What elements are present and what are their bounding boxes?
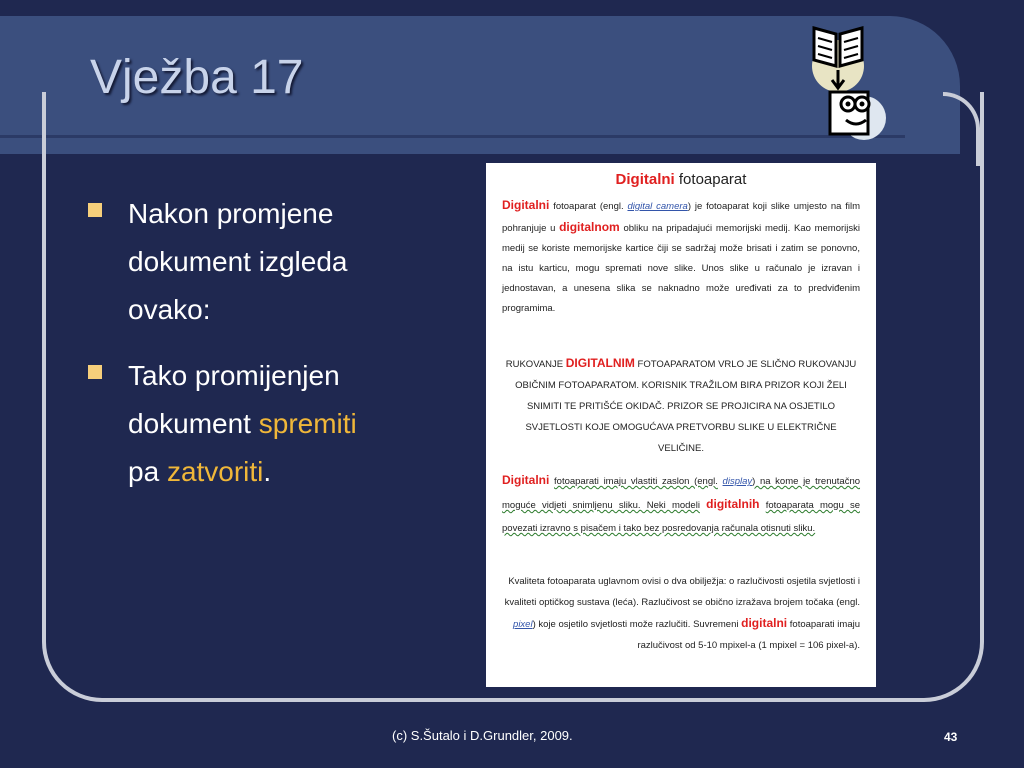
bullet-square-icon bbox=[88, 203, 102, 217]
bullet-text: pa bbox=[128, 456, 167, 487]
bullet-line: Nakon promjene bbox=[128, 198, 334, 229]
book-to-face-icon bbox=[806, 20, 890, 144]
bullet-line: dokument izgleda bbox=[128, 246, 348, 277]
bullet-item bbox=[88, 190, 418, 334]
bullet-line bbox=[128, 400, 418, 448]
slide-footer: (c) S.Šutalo i D.Grundler, 2009. bbox=[392, 728, 573, 743]
document-paragraph-3: Digitalni fotoaparati imaju vlastiti zaslon (engl. display) na kome je trenutačno moguće vidjeti snimljenu sliku. Neki modeli digitalnih fotoaparata mogu se povezati izravno s pisačem i tako bez posredovanja računala otisnuti sliku. bbox=[502, 473, 861, 534]
bullet-text: . bbox=[263, 456, 272, 487]
page-number: 43 bbox=[944, 730, 958, 744]
bullet-item bbox=[88, 352, 418, 496]
bullet-line bbox=[128, 448, 418, 496]
document-screenshot bbox=[486, 163, 876, 687]
highlight-close: zatvoriti bbox=[166, 456, 264, 487]
bullet-line: Tako promijenjen bbox=[128, 360, 340, 391]
bullet-list bbox=[88, 190, 418, 514]
bullet-text: dokument bbox=[128, 408, 259, 439]
bullet-line: ovako: bbox=[128, 294, 211, 325]
bullet-square-icon bbox=[88, 365, 102, 379]
highlight-save: spremiti bbox=[258, 408, 357, 439]
document-paragraph-1: Digitalni fotoaparat (engl. digital camera) je fotoaparat koji slike umjesto na film pohranjuje u digitalnom obliku na pripadajući memorijski medij. Kao memorijski medij se koriste memorijske kartice čiji se sadržaj može brisati i zatim se ponovno, na istu karticu, mogu spremati nove slike. Unos slike u računalo je izravan i jednostavan, a unesena slika se naknadno može uređivati za to predviđenim programima. bbox=[502, 198, 861, 314]
document-paragraph-4: Kvaliteta fotoaparata uglavnom ovisi o dva obilježja: o razlučivosti osjetila svjetlosti i kvaliteti optičkog sustava (leća). Razlučivost se obično izražava brojem točaka (engl. pixel) koje osjetilo svjetlosti može razlučiti. Suvremeni digitalni fotoaparati imaju razlučivost od 5-10 mpixel-a (1 mpixel = 106 pixel-a). bbox=[504, 576, 860, 651]
document-paragraph-2: RUKOVANJE DIGITALNIM FOTOAPARATOM VRLO JE SLIČNO RUKOVANJU OBIČNIM FOTOAPARATOM. KORISNIK TRAŽILOM BIRA PRIZOR KOJI ŽELI SNIMITI TE PRITIŠĆE OKIDAČ. PRIZOR SE PROJICIRA NA OSJETILO SVJETLOSTI KOJE OMOGUĆAVA PRETVORBU SLIKE U ELEKTRIČNE VELIČINE. bbox=[505, 356, 857, 454]
slide-title: Vježba 17 bbox=[90, 51, 304, 104]
document-title: Digitalni fotoaparat bbox=[615, 171, 747, 188]
